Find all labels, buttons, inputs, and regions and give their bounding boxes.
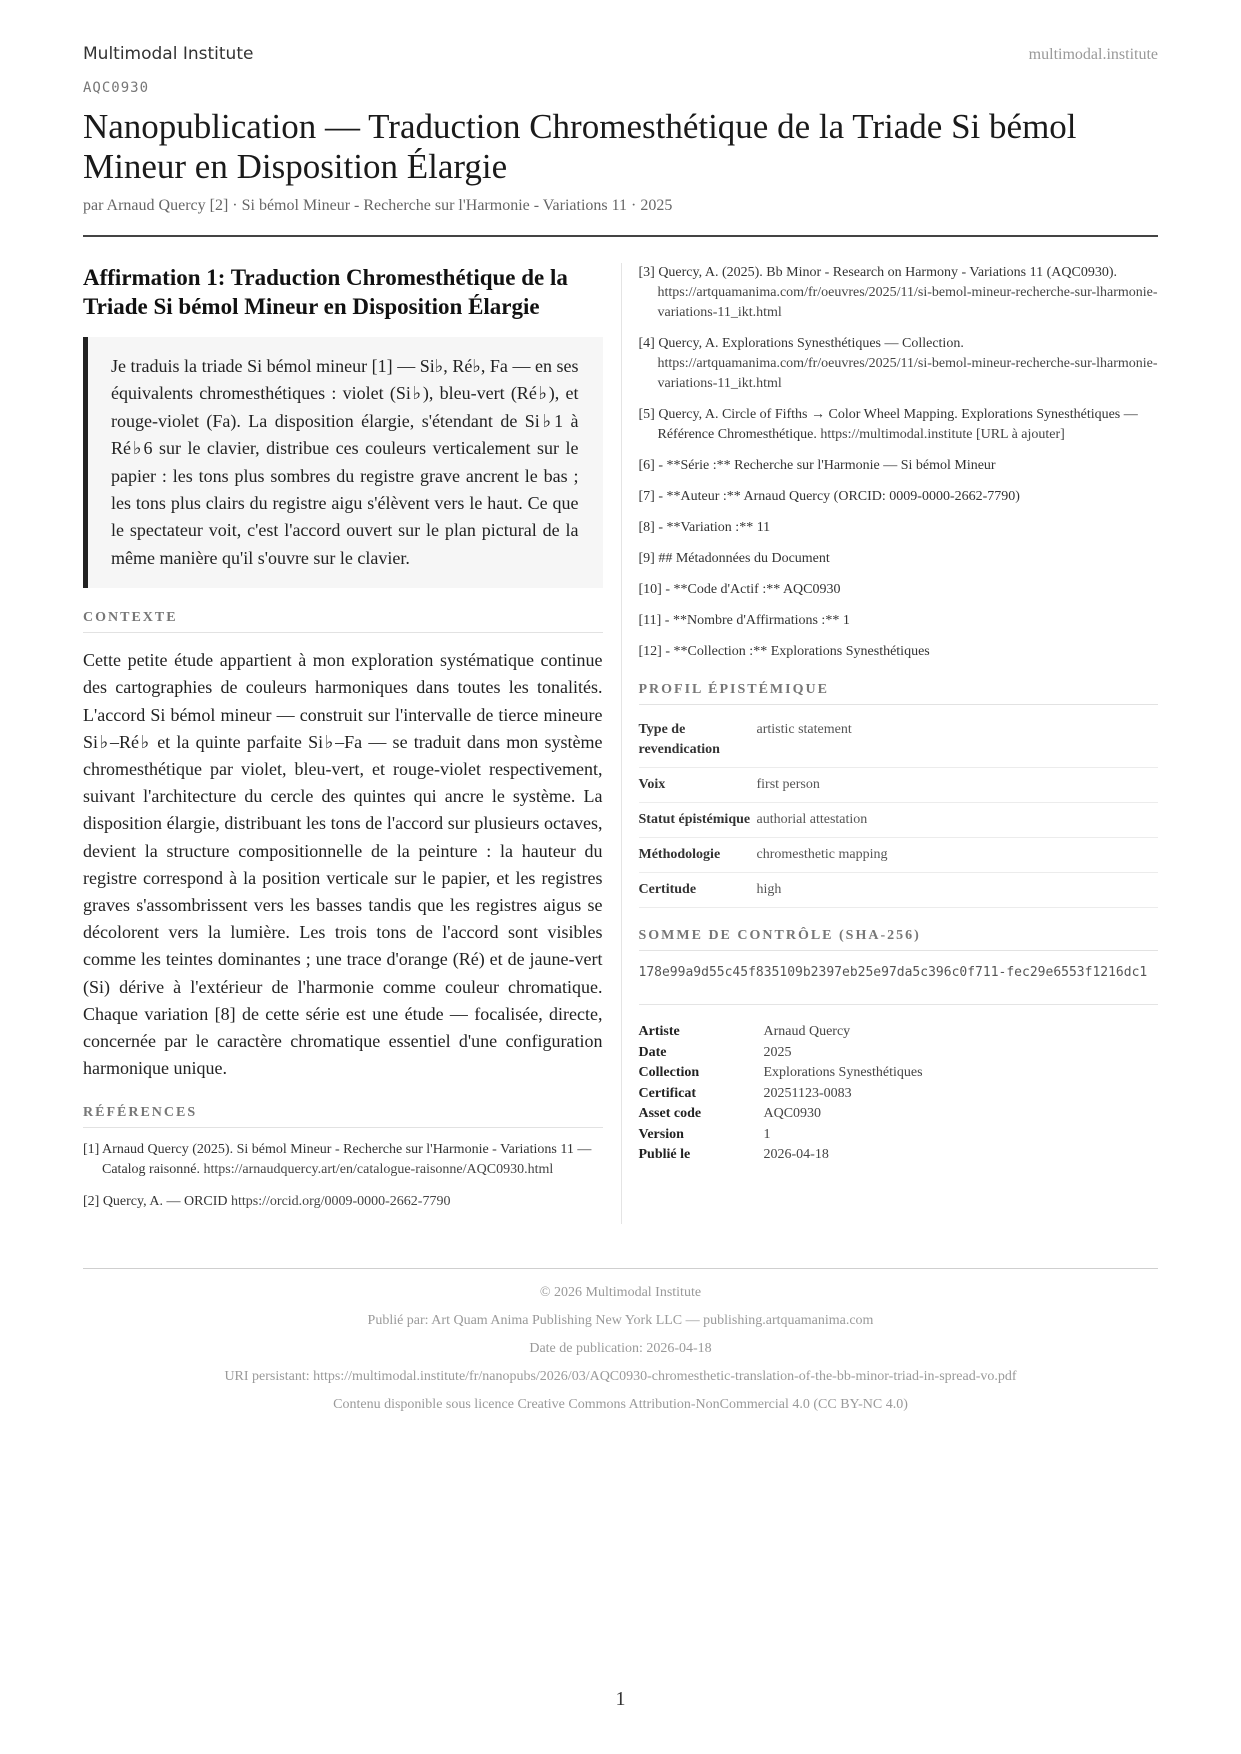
profile-value: high bbox=[757, 873, 1159, 908]
metadata-key: Asset code bbox=[638, 1106, 702, 1121]
metadata-value: 2025 bbox=[763, 1044, 792, 1060]
metadata-key: Certificat bbox=[638, 1085, 697, 1101]
page-footer bbox=[83, 1268, 1158, 1414]
metadata-row bbox=[639, 1062, 923, 1083]
reference-text: [9] ## Métadonnées du Document bbox=[638, 551, 830, 566]
reference-text: [12] - **Collection :** Explorations Synesthétiques bbox=[638, 644, 930, 659]
reference-link[interactable]: https://orcid.org/0009-0000-2662-7790 bbox=[231, 1193, 451, 1209]
metadata-key: Version bbox=[638, 1126, 684, 1142]
metadata-row bbox=[639, 1021, 923, 1042]
profile-row bbox=[639, 713, 1159, 768]
page-title: Nanopublication — Traduction Chromesthétique de la Triade Si bémol Mineur en Disposition Élargie bbox=[83, 107, 1077, 186]
profile-row bbox=[639, 768, 1159, 803]
profile-value: first person bbox=[757, 768, 1159, 803]
checksum-value: 178e99a9d55c45f835109b2397eb25e97da5c396c0f711-fec29e6553f1216dc1 bbox=[639, 963, 1159, 1005]
reference-link[interactable]: https://artquamanima.com/fr/oeuvres/2025/11/si-bemol-mineur-recherche-sur-lharmonie-variations-11_ikt.html bbox=[657, 285, 1158, 320]
reference-text: [2] Quercy, A. — ORCID bbox=[83, 1193, 232, 1209]
metadata-key: Artiste bbox=[638, 1024, 680, 1039]
context-title: CONTEXTE bbox=[83, 610, 603, 633]
reference-link[interactable]: https://arnaudquercy.art/en/catalogue-raisonne/AQC0930.html bbox=[203, 1161, 554, 1177]
reference-item bbox=[639, 263, 1159, 323]
brand-name: Multimodal Institute bbox=[83, 44, 254, 64]
profile-key: Voix bbox=[639, 768, 757, 803]
metadata-row bbox=[639, 1144, 923, 1165]
profile-key: Certitude bbox=[639, 873, 757, 908]
footer-copyright: © 2026 Multimodal Institute bbox=[539, 1284, 702, 1300]
reference-text: [6] - **Série :** Recherche sur l'Harmonie — Si bémol Mineur bbox=[638, 458, 996, 473]
references-title: RÉFÉRENCES bbox=[83, 1105, 603, 1128]
metadata-value: Explorations Synesthétiques bbox=[763, 1065, 923, 1080]
top-bar bbox=[83, 44, 1158, 64]
left-column bbox=[83, 263, 621, 1224]
reference-text: [10] - **Code d'Actif :** AQC0930 bbox=[638, 582, 841, 597]
epistemic-profile-table bbox=[639, 713, 1159, 908]
metadata-row bbox=[639, 1103, 923, 1124]
asset-code: AQC0930 bbox=[83, 80, 150, 96]
reference-item bbox=[639, 580, 1159, 600]
profile-value: chromesthetic mapping bbox=[757, 838, 1159, 873]
metadata-row bbox=[639, 1042, 923, 1063]
context-text: Cette petite étude appartient à mon exploration systématique continue des cartographies de couleurs harmoniques dans toutes les tonalités. L'accord Si bémol mineur — construit sur l'intervalle de tierce mineure Si♭–Ré♭ et la quinte parfaite Si♭–Fa — se traduit dans mon système chromesthétique par violet, bleu-vert, et rouge-violet respectivement, suivant l'architecture du cercle des quintes qui ancre le système. La disposition élargie, distribuant les tons de l'accord sur plusieurs octaves, devient la structure compositionnelle de la peinture : la hauteur du registre correspond à la position verticale sur le papier, et les registres graves s'assombrissent vers les basses tandis que les registres aigus se décolorent vers la lumière. Les trois tons de l'accord sont visibles comme les teintes dominantes ; une trace d'orange (Ré) et de jaune-vert (Si) dérive à l'extérieur de l'harmonie comme couleur chromatique. Chaque variation [8] de cette série est une étude — focalisée, directe, concernée par le caractère chromatique essentiel d'une configuration harmonique unique. bbox=[83, 650, 603, 1079]
metadata-value: 20251123-0083 bbox=[763, 1085, 852, 1101]
metadata-key: Publié le bbox=[638, 1147, 691, 1162]
profile-value: artistic statement bbox=[757, 713, 1159, 768]
reference-link[interactable]: https://artquamanima.com/fr/oeuvres/2025/11/si-bemol-mineur-recherche-sur-lharmonie-variations-11_ikt.html bbox=[657, 356, 1158, 391]
footer-pubdate: Date de publication: 2026-04-18 bbox=[529, 1340, 712, 1356]
metadata-row bbox=[639, 1083, 923, 1104]
reference-text: [7] - **Auteur :** Arnaud Quercy (ORCID: 0009-0000-2662-7790) bbox=[638, 489, 1020, 504]
reference-text: [4] Quercy, A. Explorations Synesthétiques — Collection. bbox=[638, 336, 964, 351]
references-list-left bbox=[83, 1140, 603, 1212]
metadata-value: Arnaud Quercy bbox=[763, 1024, 851, 1039]
profile-row bbox=[639, 873, 1159, 908]
reference-item bbox=[639, 456, 1159, 476]
right-column bbox=[622, 263, 1159, 1224]
metadata-row bbox=[639, 1124, 923, 1145]
claim-heading: Affirmation 1: Traduction Chromesthétique de la Triade Si bémol Mineur en Disposition Élargie bbox=[83, 265, 568, 319]
reference-link[interactable]: https://multimodal.institute [URL à ajouter] bbox=[820, 427, 1065, 442]
reference-item bbox=[639, 549, 1159, 569]
footer-license: Contenu disponible sous licence Creative Commons Attribution-NonCommercial 4.0 (CC BY-NC 4.0) bbox=[333, 1396, 908, 1412]
footer-publisher: Publié par: Art Quam Anima Publishing New York LLC — publishing.artquamanima.com bbox=[367, 1312, 874, 1328]
metadata-key: Date bbox=[638, 1044, 667, 1060]
reference-item bbox=[83, 1192, 603, 1212]
reference-text: [5] Quercy, A. Circle of Fifths → Color Wheel Mapping. Explorations Synesthétiques — Référence Chromesthétique. bbox=[638, 407, 1138, 442]
reference-text: [11] - **Nombre d'Affirmations :** 1 bbox=[638, 613, 850, 628]
reference-item bbox=[639, 518, 1159, 538]
reference-text: [1] Arnaud Quercy (2025). Si bémol Mineur - Recherche sur l'Harmonie - Variations 11 — Catalog raisonné. bbox=[83, 1141, 592, 1177]
reference-item bbox=[639, 334, 1159, 394]
footer-uri[interactable]: URI persistant: https://multimodal.institute/fr/nanopubs/2026/03/AQC0930-chromesthetic-translation-of-the-bb-minor-triad-in-spread-vo.pdf bbox=[224, 1368, 1017, 1384]
site-url[interactable]: multimodal.institute bbox=[1028, 46, 1158, 63]
profile-value: authorial attestation bbox=[757, 803, 1159, 838]
page bbox=[83, 0, 1158, 1423]
profile-row bbox=[639, 838, 1159, 873]
profile-row bbox=[639, 803, 1159, 838]
metadata-table bbox=[639, 1021, 923, 1165]
reference-item bbox=[83, 1140, 603, 1180]
profile-key: Type de revendication bbox=[639, 713, 757, 768]
reference-text: [3] Quercy, A. (2025). Bb Minor - Research on Harmony - Variations 11 (AQC0930). bbox=[638, 265, 1117, 280]
metadata-value: 1 bbox=[763, 1126, 771, 1142]
metadata-value: 2026-04-18 bbox=[763, 1147, 829, 1162]
epistemic-profile-title: PROFIL ÉPISTÉMIQUE bbox=[639, 682, 1159, 705]
reference-item bbox=[639, 642, 1159, 662]
reference-item bbox=[639, 611, 1159, 631]
metadata-value: AQC0930 bbox=[763, 1106, 822, 1121]
metadata-key: Collection bbox=[638, 1065, 700, 1080]
reference-item bbox=[639, 405, 1159, 445]
reference-text: [8] - **Variation :** 11 bbox=[638, 520, 771, 535]
reference-item bbox=[639, 487, 1159, 507]
profile-key: Statut épistémique bbox=[639, 803, 757, 838]
byline: par Arnaud Quercy [2] · Si bémol Mineur - Recherche sur l'Harmonie - Variations 11 · 2025 bbox=[83, 197, 1158, 237]
page-number: 1 bbox=[615, 1688, 626, 1710]
content-columns bbox=[83, 263, 1158, 1224]
profile-key: Méthodologie bbox=[639, 838, 757, 873]
references-list-right bbox=[639, 263, 1159, 662]
claim-quote: Je traduis la triade Si bémol mineur [1] — Si♭, Ré♭, Fa — en ses équivalents chromesthétiques : violet (Si♭), bleu-vert (Ré♭), et rouge-violet (Fa). La disposition élargie, s'étendant de Si♭1 à Ré♭6 sur le clavier, distribue ces couleurs verticalement sur le papier : les tons plus sombres du registre grave ancrent le bas ; les tons plus clairs du registre aigu s'élèvent vers le haut. Ce que le spectateur voit, c'est l'accord ouvert sur le plan pictural de la même manière qu'il s'ouvre sur le clavier. bbox=[83, 337, 603, 588]
checksum-title: SOMME DE CONTRÔLE (SHA-256) bbox=[639, 928, 1159, 951]
